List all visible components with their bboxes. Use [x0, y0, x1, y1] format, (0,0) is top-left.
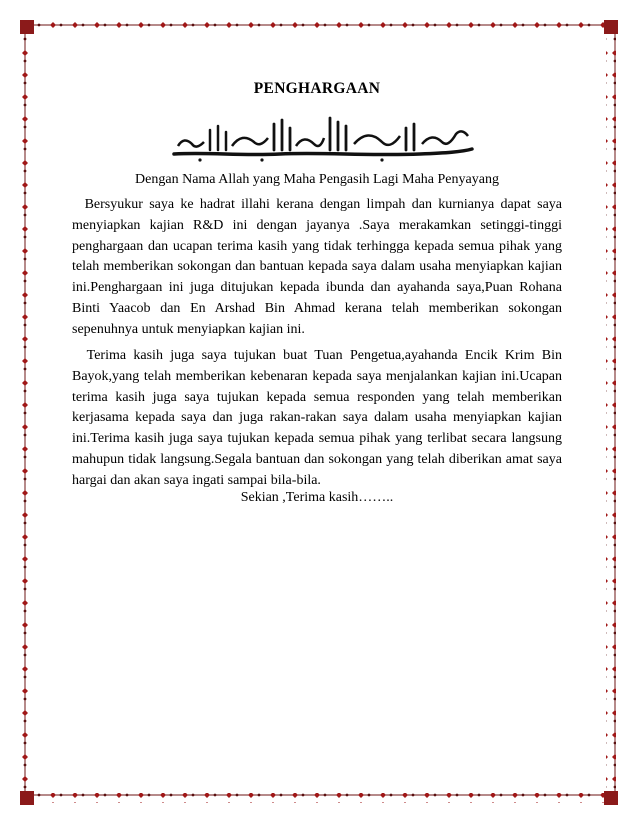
page-title: PENGHARGAAN: [253, 80, 381, 97]
bismillah-calligraphy-icon: [170, 116, 475, 162]
paragraph-1: Bersyukur saya ke hadrat illahi kerana dengan limpah dan kurnianya dapat saya menyiapkan kajian R&D ini dengan jayanya .Saya merakamkan setinggi-tinggi penghargaan dan ucapan terima kasih yang tidak terhingga kepada semua pihak yang telah memberikan sokongan dan bantuan kepada saya dalam usaha menyiapkan kajian ini.Penghargaan ini juga ditujukan kepada ibunda dan ayahanda saya,Puan Rohana Binti Yaacob dan En Arshad Bin Ahmad kerana telah memberikan sokongan sepenuhnya untuk menyiapkan kajian ini.: [72, 197, 562, 337]
closing-text: Sekian ,Terima kasih……..: [240, 490, 394, 505]
paragraph-2: Terima kasih juga saya tujukan buat Tuan Pengetua,ayahanda Encik Krim Bin Bayok,yang telah memberikan kebenaran kepada saya menjalankan kajian ini.Ucapan terima kasih juga saya tujukan kepada semua responden yang telah memberikan kerjasama kepada saya dan juga rakan-rakan saya dalam usaha menyiapkan kajian ini.Terima kasih juga saya tujukan kepada semua pihak yang terlibat secara langsung mahupun tidak langsung.Segala bantuan dan sokongan yang telah diberikan amat saya hargai dan akan saya ingati sampai bila-bila.: [72, 348, 562, 488]
subtitle: Dengan Nama Allah yang Maha Pengasih Lagi Maha Penyayang: [135, 172, 499, 187]
